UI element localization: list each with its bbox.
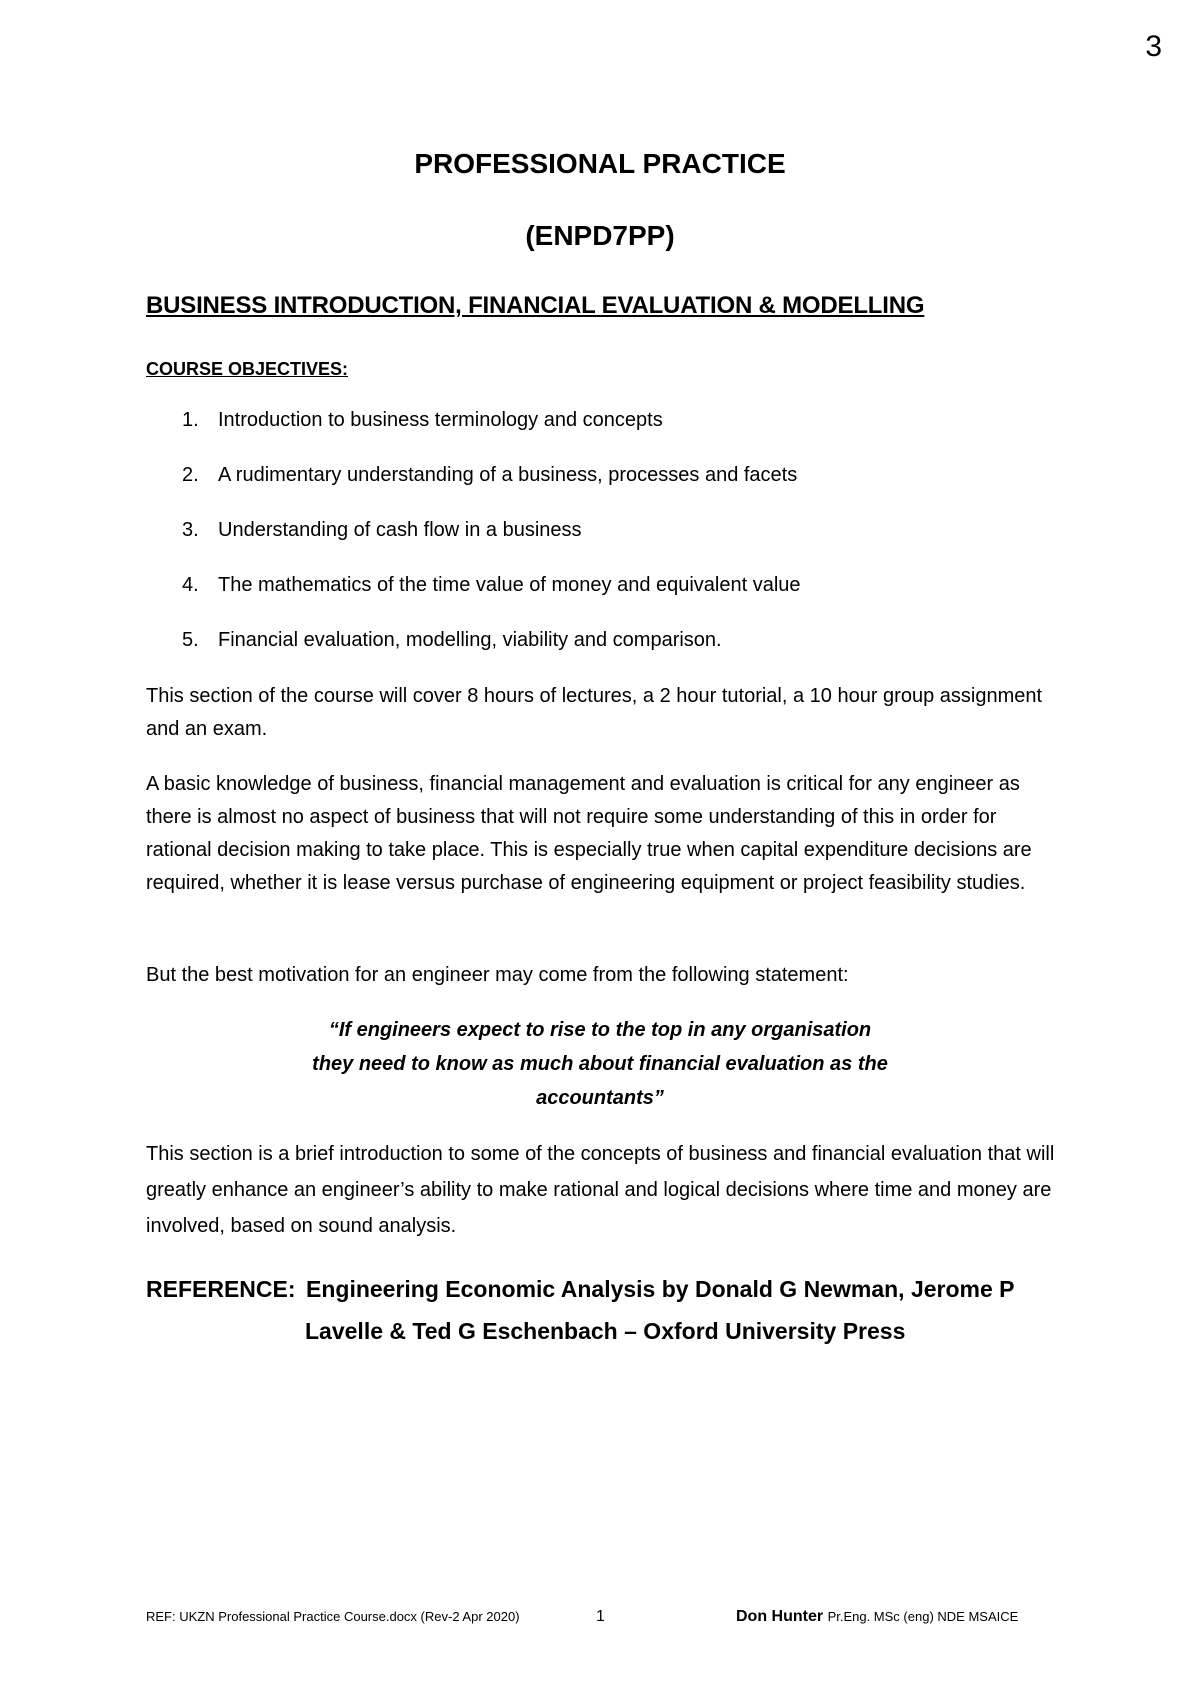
- objectives-heading: COURSE OBJECTIVES:: [146, 359, 349, 379]
- footer-author-name: Don Hunter: [736, 1608, 824, 1625]
- footer-author: [736, 1608, 1018, 1626]
- paragraph-course-coverage: This section of the course will cover 8 hours of lectures, a 2 hour tutorial, a 10 hour group assignment and an exam.: [146, 685, 1043, 740]
- footer-credentials: Pr.Eng. MSc (eng) NDE MSAICE: [827, 1609, 1019, 1624]
- reference-label: REFERENCE:: [146, 1276, 296, 1302]
- list-item-text: A rudimentary understanding of a business, processes and facets: [218, 464, 798, 486]
- list-item-text: Introduction to business terminology and concepts: [218, 409, 663, 431]
- reference-text-line2: Lavelle & Ted G Eschenbach – Oxford University Press: [305, 1318, 906, 1344]
- objectives-list: [182, 409, 801, 684]
- page-number: 3: [1145, 30, 1162, 63]
- list-item-text: The mathematics of the time value of money and equivalent value: [218, 574, 801, 596]
- list-item: [182, 574, 801, 629]
- list-item-number: 5.: [182, 629, 199, 651]
- footer: [146, 1608, 1066, 1626]
- list-item-number: 4.: [182, 574, 199, 596]
- course-code: (ENPD7PP): [525, 220, 675, 251]
- list-item: [182, 464, 801, 519]
- quote-line: accountants”: [536, 1087, 664, 1109]
- reference-text-line1: Engineering Economic Analysis by Donald G Newman, Jerome P: [306, 1276, 1015, 1302]
- section-heading: BUSINESS INTRODUCTION, FINANCIAL EVALUATION & MODELLING: [146, 292, 925, 319]
- paragraph-motivation: But the best motivation for an engineer may come from the following statement:: [146, 964, 849, 986]
- list-item-number: 2.: [182, 464, 199, 486]
- footer-page-number: 1: [596, 1608, 605, 1625]
- paragraph-introduction: This section is a brief introduction to some of the concepts of business and financial evaluation that will greatly enhance an engineer’s ability to make rational and logical decisions where time and money are involved, based on sound analysis.: [146, 1143, 1055, 1237]
- quote: [0, 1013, 1200, 1115]
- list-item-text: Financial evaluation, modelling, viability and comparison.: [218, 629, 722, 651]
- list-item: [182, 409, 801, 464]
- reference: [146, 1268, 1106, 1352]
- list-item-text: Understanding of cash flow in a business: [218, 519, 582, 541]
- quote-line: “If engineers expect to rise to the top in any organisation: [328, 1019, 872, 1041]
- paragraph-importance: A basic knowledge of business, financial management and evaluation is critical for any engineer as there is almost no aspect of business that will not require some understanding of this in order for rational decision making to take place. This is especially true when capital expenditure decisions are required, whether it is lease versus purchase of engineering equipment or project feasibility studies.: [146, 773, 1032, 894]
- list-item-number: 3.: [182, 519, 199, 541]
- list-item-number: 1.: [182, 409, 199, 431]
- footer-reference: REF: UKZN Professional Practice Course.docx (Rev-2 Apr 2020): [146, 1609, 520, 1624]
- list-item: [182, 519, 801, 574]
- document-title: PROFESSIONAL PRACTICE: [414, 148, 786, 179]
- list-item: [182, 629, 801, 684]
- quote-line: they need to know as much about financial evaluation as the: [312, 1053, 888, 1075]
